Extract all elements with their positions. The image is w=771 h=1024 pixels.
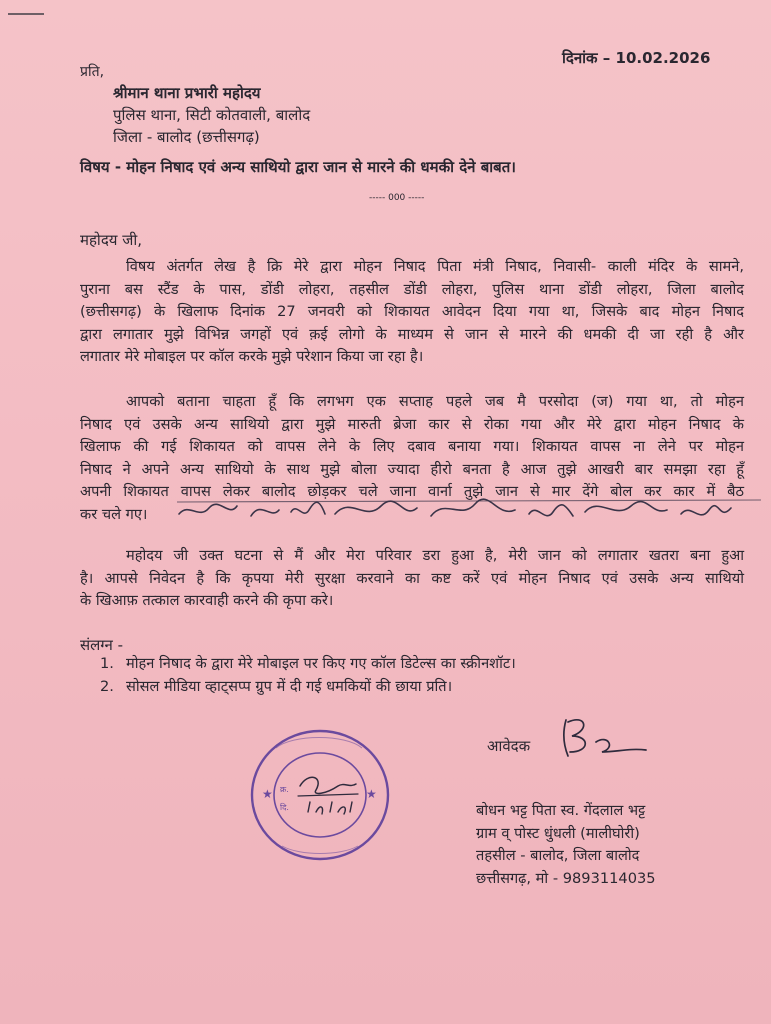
paragraph-line: निषाद ने अपने अन्य साथियो के साथ मुझे बोला ज्यादा हीरो बनता है आज तुझे आखरी बार समझा रहा हूँ [80, 460, 744, 478]
applicant-village: ग्राम व् पोस्ट धुंधली (मालीघोरी) [476, 824, 640, 842]
to-label: प्रति, [80, 64, 105, 80]
paragraph-line: कर चले गए। [80, 505, 148, 523]
paragraph-line: अपनी शिकायत वापस लेकर बालोद छोड़कर चले जाना वार्ना तुझे जान से मार देंगे बोल कर कार में बैठ [80, 483, 744, 500]
paragraph-line: महोदय जी उक्त घटना से मैं और मेरा परिवार डरा हुआ है, मेरी जान को लगातार खतरा बना हुआ [126, 547, 744, 564]
svg-text:दि.: दि. [280, 803, 289, 812]
paragraph-line: (छत्तीसगढ़) के खिलाफ दिनांक 27 जनवरी को शिकायत आवेदन दिया गया था, जिसके बाद मोहन निषाद [80, 303, 744, 320]
recipient-title: श्रीमान थाना प्रभारी महोदय [113, 84, 261, 102]
handwritten-note [175, 490, 765, 536]
salutation: महोदय जी, [80, 231, 143, 249]
applicant-details [476, 800, 656, 890]
paragraph-3 [80, 545, 744, 613]
applicant-label: आवेदक [487, 737, 531, 755]
list-number: 1. [100, 655, 114, 672]
svg-text:क्र.: क्र. [280, 785, 289, 794]
recipient-district: जिला - बालोद (छत्तीसगढ़) [113, 128, 260, 146]
list-text: मोहन निषाद के द्वारा मेरे मोबाइल पर किए गए कॉल डिटेल्स का स्क्रीनशॉट। [126, 655, 516, 672]
enclosure-label: संलग्न - [80, 636, 124, 654]
paper-mark [8, 13, 44, 15]
paragraph-line: पुराना बस स्टैंड के पास, डोंडी लोहरा, तहसील डोंडी लोहरा, पुलिस थाना डोंडी लोहरा, जिला बालोद [80, 280, 744, 298]
paragraph-line: द्वारा लगातार मुझे विभिन्न जगहों एवं क़ई लोगो के माध्यम से जान से मारने की धमकी दी जा रही है और [80, 325, 744, 343]
letter-date: दिनांक – 10.02.2026 [562, 49, 711, 67]
list-number: 2. [100, 678, 114, 695]
paragraph-line: खिलाफ की गई शिकायत को वापस लेने के लिए दबाव बनाया गया। शिकायत वापस ना लेने पर मोहन [80, 438, 744, 455]
enclosure-list [100, 652, 516, 698]
paragraph-line: के खिआफ़ तत्काल कारवाही करने की कृपा करे। [80, 592, 334, 609]
applicant-state-mobile: छत्तीसगढ़, मो - 9893114035 [476, 869, 656, 887]
list-item [100, 652, 516, 675]
letter-subject: विषय - मोहन निषाद एवं अन्य साथियो द्वारा जान से मारने की धमकी देने बाबत। [80, 158, 516, 176]
svg-text:★: ★ [366, 787, 377, 801]
paragraph-line: लगातार मेरे मोबाइल पर कॉल करके मुझे परेशान किया जा रहा है। [80, 348, 424, 365]
signature-icon [556, 712, 652, 764]
recipient-office: पुलिस थाना, सिटी कोतवाली, बालोद [113, 106, 311, 124]
paragraph-line: निषाद एवं उसके अन्य साथियो द्वारा मुझे मारुती ब्रेजा कार से रोका गया और मेरे द्वारा मोहन निषाद के [80, 415, 744, 433]
list-item [100, 675, 516, 698]
applicant-name: बोधन भट्ट पिता स्व. गेंदलाल भट्ट [476, 802, 646, 819]
paragraph-1 [80, 256, 744, 369]
list-text: सोसल मीडिया व्हाट्सप्प ग्रुप में दी गई धमकियों की छाया प्रति। [126, 678, 453, 695]
separator: ----- 000 ----- [369, 193, 425, 203]
paragraph-line: आपको बताना चाहता हूँ कि लगभग एक सप्ताह पहले जब मै परसोदा (ज) गया था, तो मोहन [126, 393, 744, 410]
paragraph-line: है। आपसे निवेदन है कि कृपया मेरी सुरक्षा करवाने का कष्ट करें एवं मोहन निषाद एवं उसके अन्य साथियो [80, 569, 744, 587]
applicant-tehsil: तहसील - बालोद, जिला बालोद [476, 847, 640, 864]
svg-text:★: ★ [262, 787, 273, 801]
police-stamp [246, 724, 394, 866]
paragraph-line: विषय अंतर्गत लेख है क्रि मेरे द्वारा मोहन निषाद पिता मंत्री निषाद, निवासी- काली मंदिर के सामने, [126, 258, 744, 275]
